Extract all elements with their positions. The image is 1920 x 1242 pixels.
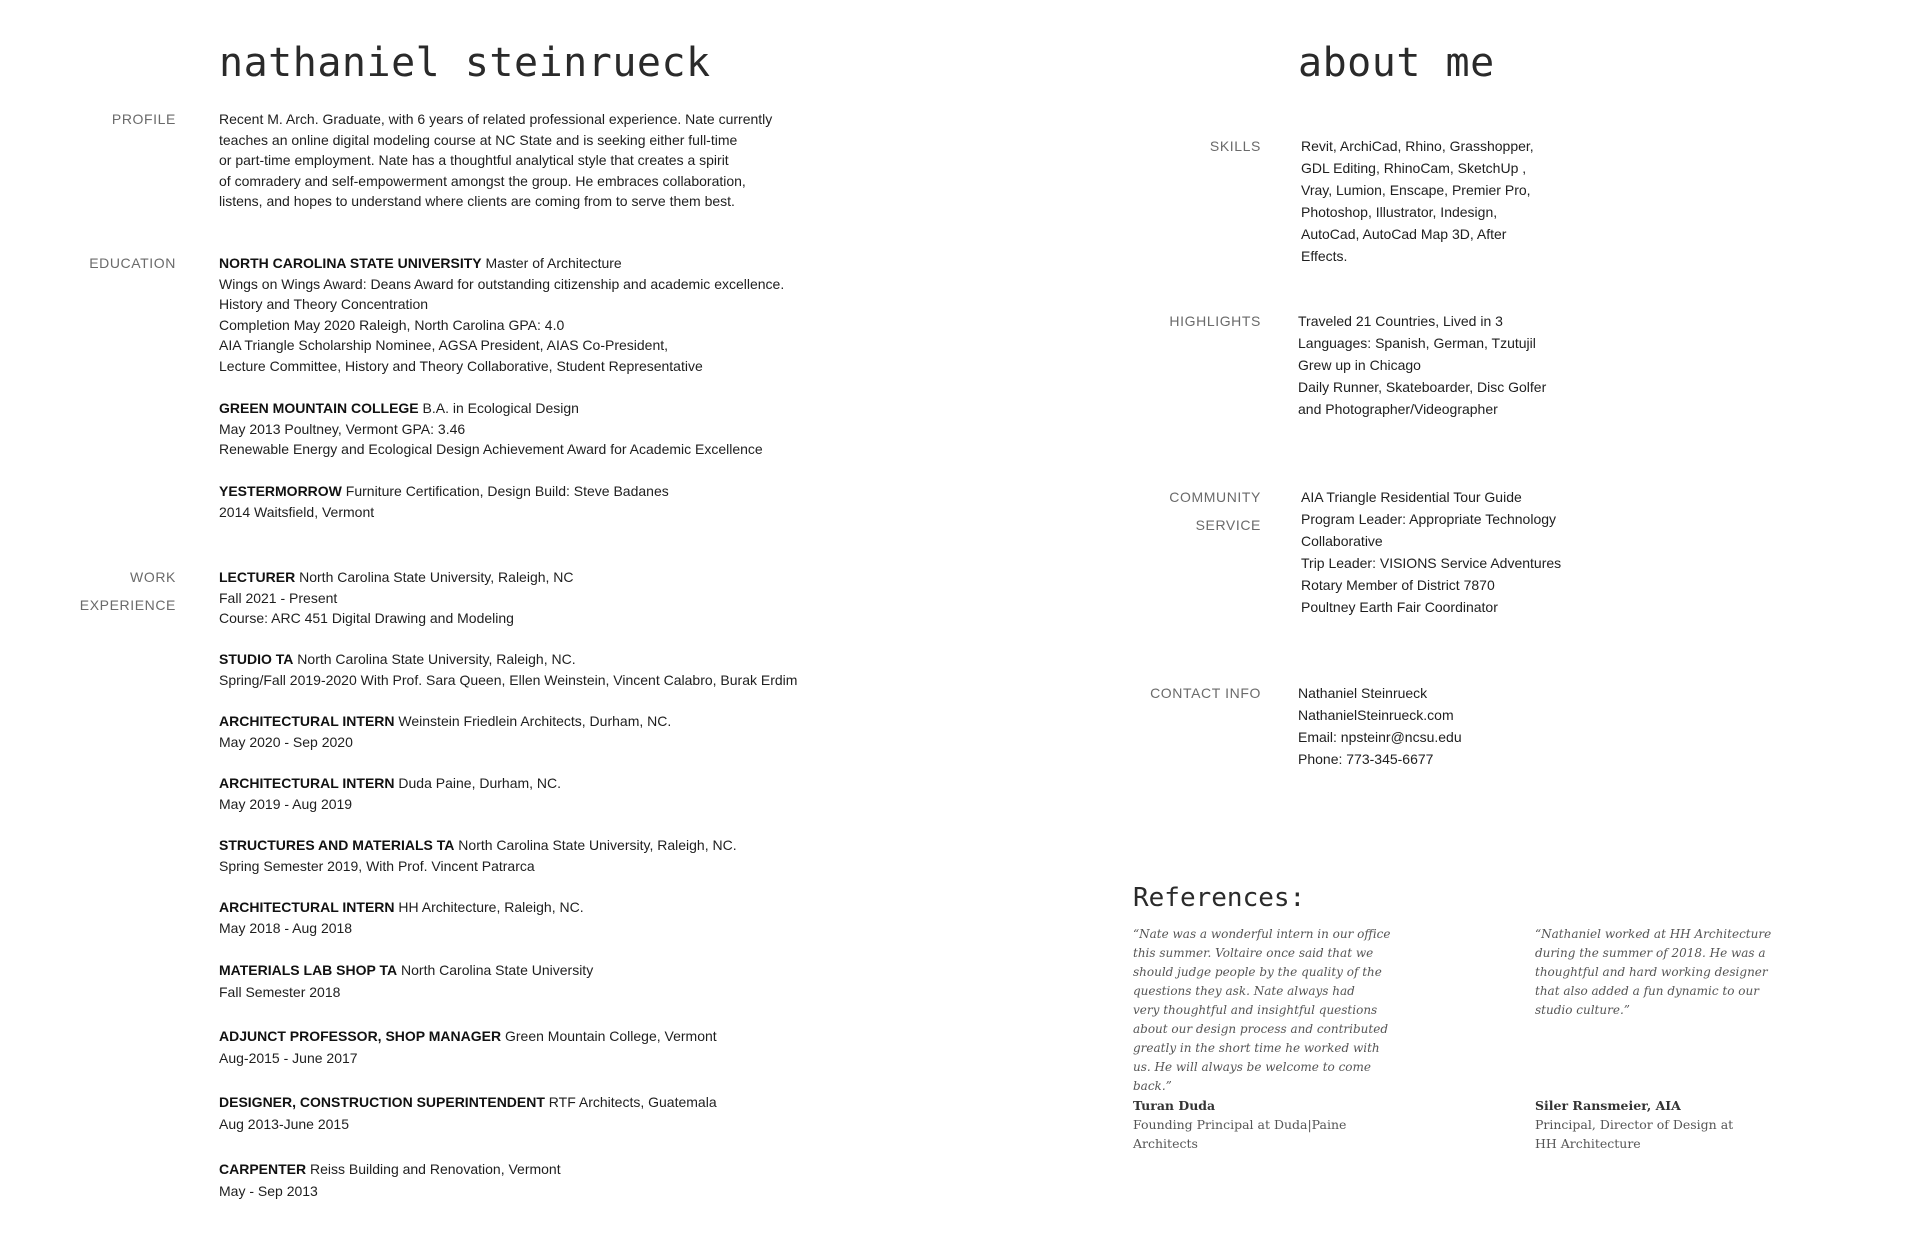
reference-quote <box>1133 925 1391 1096</box>
highlights-line: Daily Runner, Skateboarder, Disc Golfer <box>1298 379 1547 395</box>
highlights-list <box>1298 310 1546 420</box>
skills-line: Revit, ArchiCad, Rhino, Grasshopper, <box>1301 138 1534 154</box>
quote-line: should judge people by the quality of the <box>1133 965 1382 979</box>
profile-text <box>219 109 772 212</box>
work-employer: Green Mountain College, Vermont <box>501 1028 717 1044</box>
work-entry <box>219 649 797 690</box>
role-line: Founding Principal at Duda|Paine <box>1133 1117 1347 1132</box>
work-employer: Duda Paine, Durham, NC. <box>394 775 562 791</box>
education-degree: B.A. in Ecological Design <box>418 400 579 416</box>
education-org: NORTH CAROLINA STATE UNIVERSITY <box>219 255 482 271</box>
work-line: Aug 2013-June 2015 <box>219 1116 349 1132</box>
community-line: AIA Triangle Residential Tour Guide <box>1301 489 1522 505</box>
work-title: MATERIALS LAB SHOP TA <box>219 962 398 978</box>
work-employer: Reiss Building and Renovation, Vermont <box>306 1161 561 1177</box>
work-employer: HH Architecture, Raleigh, NC. <box>394 899 584 915</box>
quote-line: us. He will always be welcome to come <box>1133 1060 1372 1074</box>
skills-line: AutoCad, AutoCad Map 3D, After <box>1301 226 1507 242</box>
work-entry <box>219 835 737 876</box>
community-line: Program Leader: Appropriate Technology <box>1301 511 1557 527</box>
profile-label: PROFILE <box>111 111 176 127</box>
quote-line: this summer. Voltaire once said that we <box>1133 946 1374 960</box>
work-title: ADJUNCT PROFESSOR, SHOP MANAGER <box>219 1028 502 1044</box>
work-line: Spring/Fall 2019-2020 With Prof. Sara Queen, Ellen Weinstein, Vincent Calabro, Burak Erdim <box>219 671 798 688</box>
skills-line: GDL Editing, RhinoCam, SketchUp , <box>1301 160 1527 176</box>
contact-info-list <box>1298 682 1462 770</box>
profile-line: of comradery and self-empowerment amongst the group. He embraces collaboration, <box>219 172 746 189</box>
profile-line: teaches an online digital modeling course at NC State and is seeking either full-time <box>219 131 738 148</box>
education-line: Renewable Energy and Ecological Design Achievement Award for Academic Excellence <box>219 441 763 457</box>
work-employer: Weinstein Friedlein Architects, Durham, NC. <box>394 713 672 729</box>
work-employer: North Carolina State University <box>397 962 594 978</box>
resume-name: nathaniel steinrueck <box>219 40 711 86</box>
community-label-line: COMMUNITY <box>1169 489 1261 505</box>
work-entry <box>219 1091 717 1135</box>
work-title: ARCHITECTURAL INTERN <box>219 775 395 791</box>
work-line: May 2018 - Aug 2018 <box>219 919 353 936</box>
education-degree: Furniture Certification, Design Build: Steve Badanes <box>341 483 669 499</box>
work-line: Spring Semester 2019, With Prof. Vincent Patrarca <box>219 857 535 874</box>
skills-label: SKILLS <box>1209 138 1261 154</box>
work-line: Course: ARC 451 Digital Drawing and Modeling <box>219 610 514 626</box>
contact-phone: Phone: 773-345-6677 <box>1298 751 1434 767</box>
work-line: May - Sep 2013 <box>219 1183 318 1199</box>
quote-line: greatly in the short time he worked with <box>1133 1041 1380 1055</box>
quote-line: studio culture.” <box>1535 1003 1630 1017</box>
about-me-title: about me <box>1298 40 1495 86</box>
work-line: Fall 2021 - Present <box>219 589 338 606</box>
quote-line: “Nathaniel worked at HH Architecture <box>1535 927 1772 941</box>
work-entry <box>219 567 574 629</box>
contact-website: NathanielSteinrueck.com <box>1298 707 1454 723</box>
work-title: CARPENTER <box>219 1161 307 1177</box>
work-entry <box>219 711 671 752</box>
education-entry <box>219 481 669 522</box>
work-title: DESIGNER, CONSTRUCTION SUPERINTENDENT <box>219 1094 545 1110</box>
education-org: GREEN MOUNTAIN COLLEGE <box>219 400 419 416</box>
skills-line: Photoshop, Illustrator, Indesign, <box>1301 204 1498 220</box>
education-line: May 2013 Poultney, Vermont GPA: 3.46 <box>219 420 466 437</box>
quote-line: that also added a fun dynamic to our <box>1535 984 1759 998</box>
quote-line: back.” <box>1133 1079 1172 1093</box>
contact-info-label: CONTACT INFO <box>1150 685 1261 701</box>
work-entry <box>219 897 584 938</box>
work-title: ARCHITECTURAL INTERN <box>219 899 395 915</box>
education-degree: Master of Architecture <box>481 255 622 271</box>
community-label-line: SERVICE <box>1195 517 1261 533</box>
skills-line: Vray, Lumion, Enscape, Premier Pro, <box>1301 182 1531 198</box>
work-line: May 2019 - Aug 2019 <box>219 795 353 812</box>
skills-line: Effects. <box>1301 248 1348 264</box>
work-experience-label <box>60 563 176 619</box>
quote-line: during the summer of 2018. He was a <box>1535 946 1766 960</box>
work-title: LECTURER <box>219 569 296 585</box>
highlights-line: Traveled 21 Countries, Lived in 3 <box>1298 313 1503 329</box>
work-line: Aug-2015 - June 2017 <box>219 1050 358 1066</box>
reference-card <box>1133 925 1391 1153</box>
profile-line: listens, and hopes to understand where clients are coming from to serve them best. <box>219 193 735 209</box>
profile-line: or part-time employment. Nate has a thoughtful analytical style that creates a spirit <box>219 152 729 168</box>
skills-list <box>1301 135 1534 267</box>
highlights-line: and Photographer/Videographer <box>1298 401 1498 417</box>
highlights-line: Languages: Spanish, German, Tzutujil <box>1298 335 1536 351</box>
reference-role <box>1535 1115 1771 1153</box>
education-line: 2014 Waitsfield, Vermont <box>219 503 375 520</box>
work-label-line: WORK <box>130 569 176 585</box>
work-employer: North Carolina State University, Raleigh, NC <box>295 569 574 585</box>
contact-name: Nathaniel Steinrueck <box>1298 685 1428 701</box>
highlights-line: Grew up in Chicago <box>1298 357 1421 373</box>
education-org: YESTERMORROW <box>219 483 342 499</box>
highlights-label: HIGHLIGHTS <box>1169 313 1261 329</box>
reference-name: Siler Ransmeier, AIA <box>1535 1098 1681 1113</box>
education-line: Wings on Wings Award: Deans Award for outstanding citizenship and academic excellence. <box>219 275 785 292</box>
community-line: Collaborative <box>1301 533 1383 549</box>
work-title: STUDIO TA <box>219 651 294 667</box>
work-title: ARCHITECTURAL INTERN <box>219 713 395 729</box>
work-entry <box>219 1025 717 1069</box>
work-entry <box>219 1158 561 1202</box>
community-line: Rotary Member of District 7870 <box>1301 577 1495 593</box>
quote-line: questions they ask. Nate always had <box>1133 984 1355 998</box>
role-line: HH Architecture <box>1535 1136 1641 1151</box>
work-line: May 2020 - Sep 2020 <box>219 733 353 750</box>
quote-line: thoughtful and hard working designer <box>1535 965 1768 979</box>
references-title: References: <box>1133 883 1306 913</box>
work-employer: North Carolina State University, Raleigh, NC. <box>293 651 576 667</box>
role-line: Principal, Director of Design at <box>1535 1117 1734 1132</box>
community-service-list <box>1301 486 1561 618</box>
work-label-line: EXPERIENCE <box>79 597 176 613</box>
quote-line: about our design process and contributed <box>1133 1022 1388 1036</box>
reference-quote <box>1535 925 1771 1020</box>
education-entry <box>219 253 784 376</box>
education-line: Completion May 2020 Raleigh, North Carolina GPA: 4.0 <box>219 316 565 333</box>
profile-line: Recent M. Arch. Graduate, with 6 years of related professional experience. Nate currently <box>219 111 773 127</box>
role-line: Architects <box>1133 1136 1198 1151</box>
education-line: AIA Triangle Scholarship Nominee, AGSA President, AIAS Co-President, <box>219 337 669 353</box>
work-employer: RTF Architects, Guatemala <box>544 1094 717 1110</box>
work-title: STRUCTURES AND MATERIALS TA <box>219 837 455 853</box>
quote-line: “Nate was a wonderful intern in our office <box>1133 927 1391 941</box>
community-service-label <box>1100 483 1261 539</box>
community-line: Poultney Earth Fair Coordinator <box>1301 599 1498 615</box>
education-entry <box>219 398 763 460</box>
work-entry <box>219 773 561 814</box>
work-entry <box>219 959 593 1003</box>
contact-email: Email: npsteinr@ncsu.edu <box>1298 729 1462 745</box>
reference-role <box>1133 1115 1391 1153</box>
education-label: EDUCATION <box>89 255 176 271</box>
community-line: Trip Leader: VISIONS Service Adventures <box>1301 555 1562 571</box>
work-line: Fall Semester 2018 <box>219 984 341 1000</box>
education-line: Lecture Committee, History and Theory Collaborative, Student Representative <box>219 357 703 374</box>
quote-line: very thoughtful and insightful questions <box>1133 1003 1378 1017</box>
reference-name: Turan Duda <box>1133 1098 1216 1113</box>
reference-card <box>1535 925 1771 1153</box>
education-line: History and Theory Concentration <box>219 296 429 312</box>
work-employer: North Carolina State University, Raleigh, NC. <box>454 837 737 853</box>
